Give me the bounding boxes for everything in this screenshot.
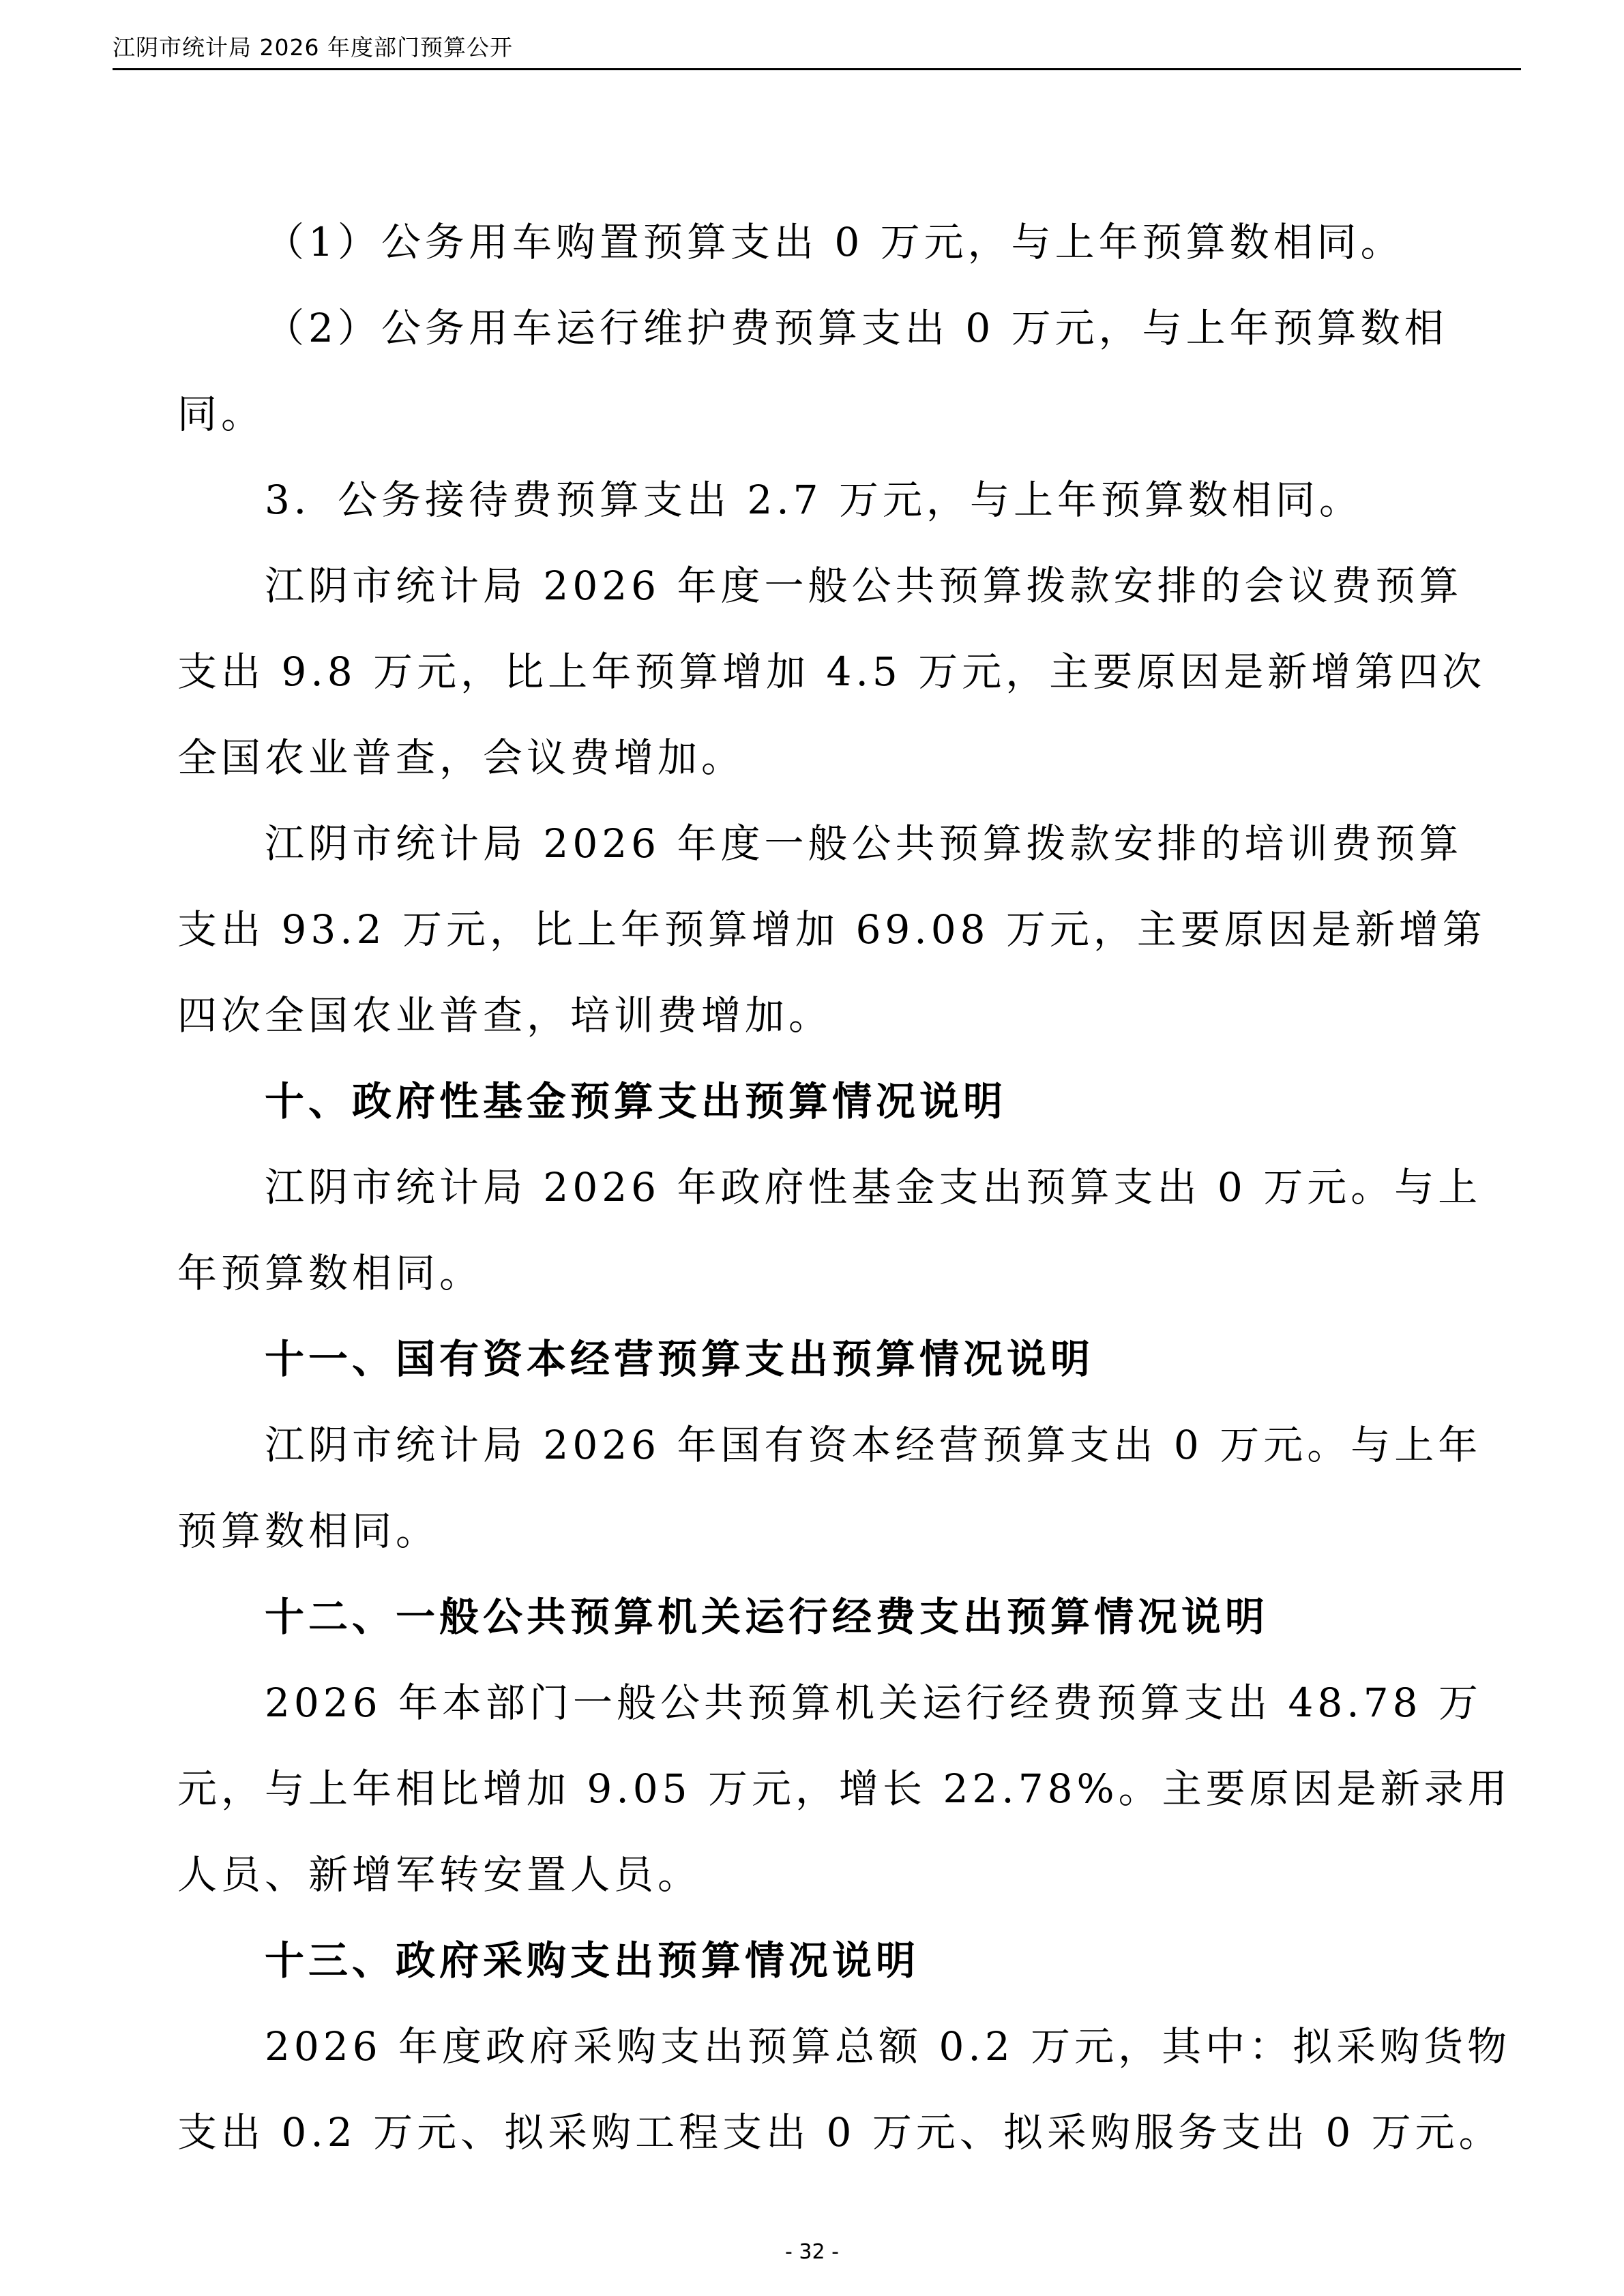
header-title: 江阴市统计局 2026 年度部门预算公开	[113, 34, 513, 61]
page-number: - 32 -	[785, 2240, 839, 2264]
heading-text: 十二、一般公共预算机关运行经费支出预算情况说明	[265, 1594, 1269, 1640]
paragraph	[177, 285, 1460, 457]
paragraph-line: 元，与上年相比增加 9.05 万元，增长 22.78%。主要原因是新录用	[177, 1765, 1511, 1812]
paragraph-line: 2026 年本部门一般公共预算机关运行经费预算支出 48.78 万	[265, 1680, 1482, 1726]
paragraph-line: （2）公务用车运行维护费预算支出 0 万元，与上年预算数相	[265, 305, 1448, 351]
paragraph-line: 江阴市统计局 2026 年国有资本经营预算支出 0 万元。与上年	[265, 1422, 1482, 1468]
paragraph	[177, 1660, 1511, 1918]
paragraph	[177, 801, 1486, 1058]
paragraph-line: 支出 9.8 万元，比上年预算增加 4.5 万元，主要原因是新增第四次	[177, 648, 1486, 695]
section-heading	[177, 1918, 1460, 2003]
paragraph-line: 江阴市统计局 2026 年政府性基金支出预算支出 0 万元。与上	[265, 1164, 1482, 1210]
paragraph-line: 江阴市统计局 2026 年度一般公共预算拨款安排的培训费预算	[265, 820, 1463, 867]
paragraph-line: 3．公务接待费预算支出 2.7 万元，与上年预算数相同。	[265, 477, 1363, 523]
paragraph-line: 四次全国农业普查，培训费增加。	[177, 992, 833, 1039]
section-heading	[177, 1316, 1460, 1402]
page-header	[113, 27, 1521, 70]
paragraph-line: 支出 0.2 万元、拟采购工程支出 0 万元、拟采购服务支出 0 万元。	[177, 2109, 1503, 2156]
paragraph	[177, 543, 1486, 801]
paragraph	[177, 199, 1460, 285]
paragraph-line: 预算数相同。	[177, 1508, 440, 1554]
paragraph	[177, 1144, 1482, 1316]
section-heading	[177, 1574, 1460, 1660]
heading-text: 十三、政府采购支出预算情况说明	[265, 1937, 920, 1984]
paragraph-line: （1）公务用车购置预算支出 0 万元，与上年预算数相同。	[265, 219, 1404, 265]
paragraph-line: 年预算数相同。	[177, 1250, 484, 1296]
paragraph-line: 人员、新增军转安置人员。	[177, 1851, 702, 1898]
paragraph-line: 江阴市统计局 2026 年度一般公共预算拨款安排的会议费预算	[265, 563, 1463, 609]
paragraph-line: 2026 年度政府采购支出预算总额 0.2 万元，其中：拟采购货物	[265, 2023, 1511, 2070]
paragraph-line: 同。	[177, 391, 265, 437]
heading-text: 十一、国有资本经营预算支出预算情况说明	[265, 1336, 1095, 1382]
section-heading	[177, 1058, 1460, 1144]
paragraph-line: 全国农业普查，会议费增加。	[177, 734, 745, 781]
heading-text: 十、政府性基金预算支出预算情况说明	[265, 1078, 1007, 1124]
paragraph	[177, 457, 1460, 543]
paragraph	[177, 2003, 1511, 2175]
paragraph	[177, 1402, 1482, 1574]
document-body	[177, 199, 1511, 2175]
paragraph-line: 支出 93.2 万元，比上年预算增加 69.08 万元，主要原因是新增第	[177, 906, 1486, 953]
